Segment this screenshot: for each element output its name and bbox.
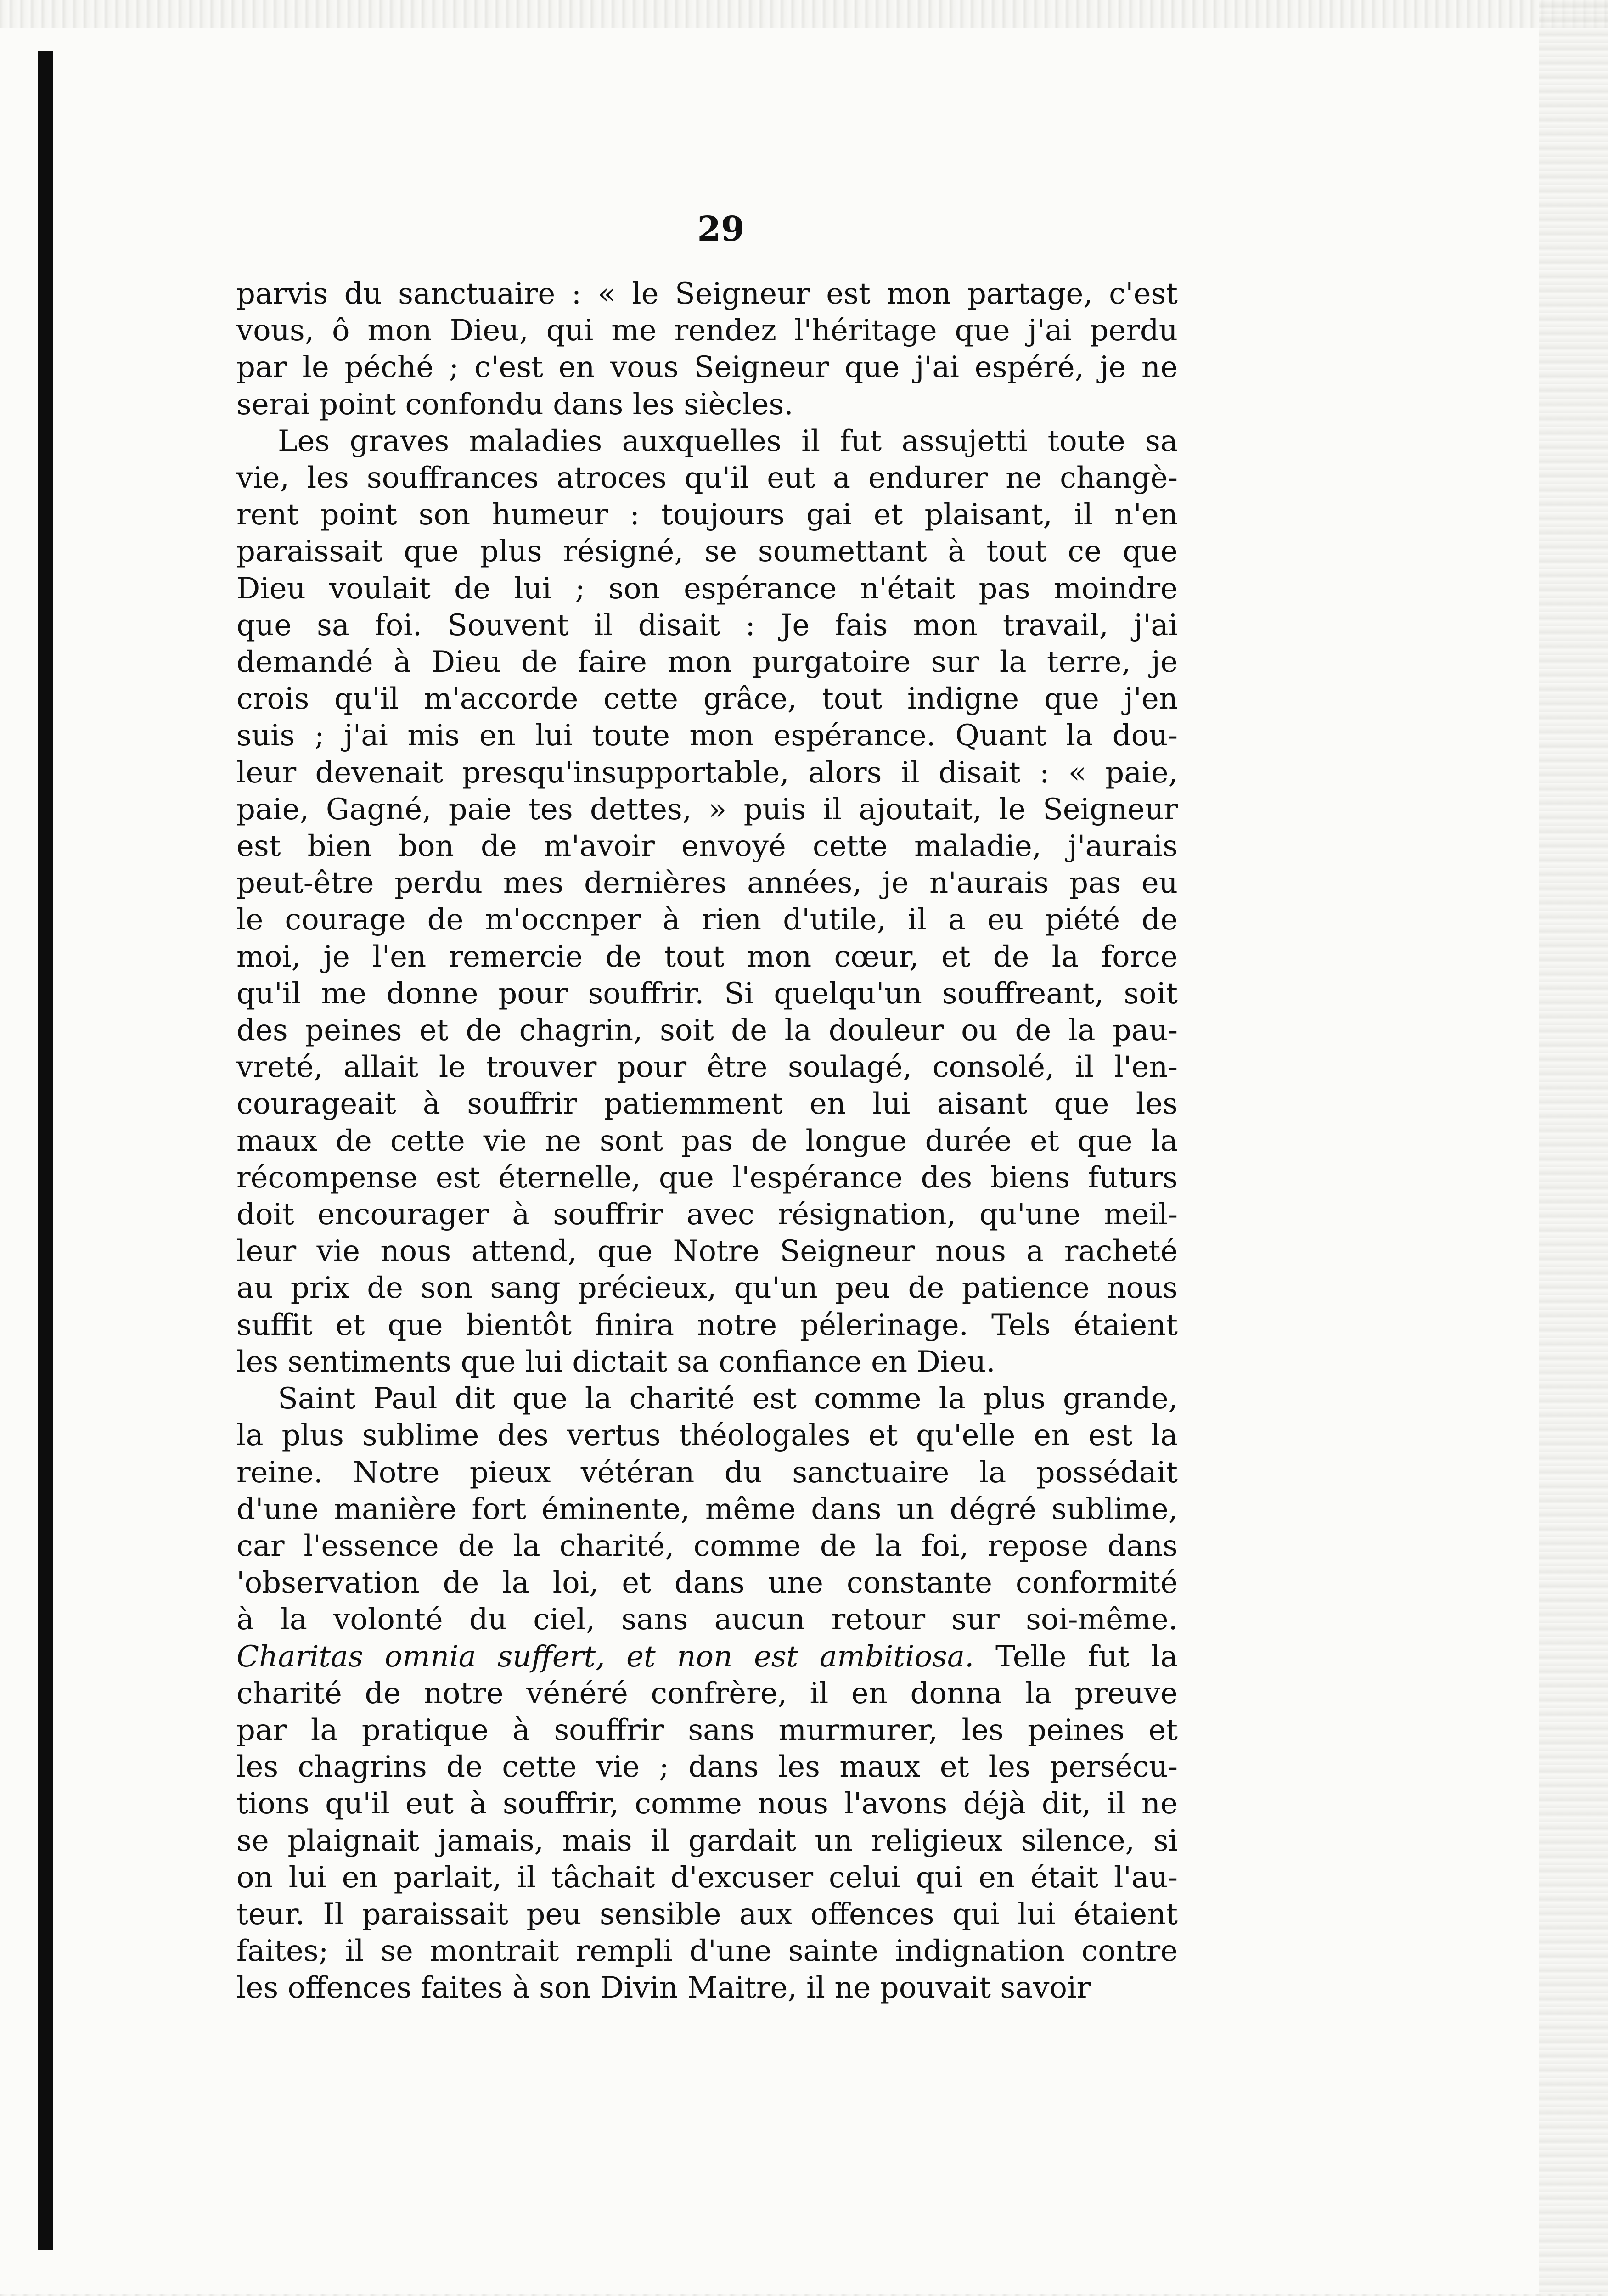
text-line: charité de notre vénéré confrère, il en donna la preuve [236, 1676, 1178, 1711]
text-line: 'observation de la loi, et dans une constante conformité [236, 1566, 1178, 1600]
text-line: à la volonté du ciel, sans aucun retour sur soi-même. [236, 1603, 1178, 1637]
latin-quote: Charitas omnia suffert, et non est ambitiosa. [236, 1639, 974, 1674]
text-line: vie, les souffrances atroces qu'il eut a endurer ne changè- [236, 461, 1178, 495]
text-line: Charitas omnia suffert, et non est ambitiosa. Telle fut la [236, 1639, 1178, 1674]
text-line: on lui en parlait, il tâchait d'excuser celui qui en était l'au- [236, 1860, 1178, 1895]
text-line: par la pratique à souffrir sans murmurer, les peines et [236, 1713, 1178, 1747]
text-line: suis ; j'ai mis en lui toute mon espérance. Quant la dou- [236, 719, 1178, 753]
text-line: qu'il me donne pour souffrir. Si quelqu'un souffreant, soit [236, 976, 1178, 1011]
text-line: paie, Gagné, paie tes dettes, » puis il ajoutait, le Seigneur [236, 792, 1178, 827]
text-line: la plus sublime des vertus théologales et qu'elle en est la [236, 1418, 1178, 1453]
paragraph [236, 1380, 1178, 2006]
text-line: est bien bon de m'avoir envoyé cette maladie, j'aurais [236, 829, 1178, 864]
text-line: au prix de son sang précieux, qu'un peu de patience nous [236, 1271, 1178, 1306]
text-line: d'une manière fort éminente, même dans un dégré sublime, [236, 1492, 1178, 1526]
text-line: doit encourager à souffrir avec résignation, qu'une meil- [236, 1198, 1178, 1232]
text-line: demandé à Dieu de faire mon purgatoire sur la terre, je [236, 645, 1178, 680]
text-line: rent point son humeur : toujours gai et plaisant, il n'en [236, 498, 1178, 532]
text-line: vous, ô mon Dieu, qui me rendez l'héritage que j'ai perdu [236, 314, 1178, 348]
page-number: 29 [697, 209, 745, 249]
text-line: le courage de m'occnper à rien d'utile, il a eu piété de [236, 903, 1178, 937]
text-line: se plaignait jamais, mais il gardait un religieux silence, si [236, 1823, 1178, 1858]
text-line: les offences faites à son Divin Maitre, il ne pouvait savoir [236, 1971, 1091, 2005]
text-line: faites; il se montrait rempli d'une sainte indignation contre [236, 1934, 1178, 1969]
text-line: les sentiments que lui dictait sa confiance en Dieu. [236, 1345, 995, 1379]
text-line: maux de cette vie ne sont pas de longue durée et que la [236, 1124, 1178, 1158]
text-line: crois qu'il m'accorde cette grâce, tout indigne que j'en [236, 682, 1178, 716]
text-line: des peines et de chagrin, soit de la douleur ou de la pau- [236, 1013, 1178, 1048]
body-text [236, 276, 1178, 2007]
text-line: tions qu'il eut à souffrir, comme nous l'avons déjà dit, il ne [236, 1787, 1178, 1821]
text-line: les chagrins de cette vie ; dans les maux et les persécu- [236, 1750, 1178, 1784]
book-binding-shadow [38, 51, 53, 2250]
text-line: parvis du sanctuaire : « le Seigneur est mon partage, c'est [236, 277, 1178, 311]
text-line: peut-être perdu mes dernières années, je n'aurais pas eu [236, 866, 1178, 900]
text-line: vreté, allait le trouver pour être soulagé, consolé, il l'en- [236, 1050, 1178, 1085]
paragraph [236, 276, 1178, 423]
text-line: teur. Il paraissait peu sensible aux offences qui lui étaient [236, 1897, 1178, 1931]
text-line: moi, je l'en remercie de tout mon cœur, et de la force [236, 940, 1178, 974]
text-line: par le péché ; c'est en vous Seigneur que j'ai espéré, je ne [236, 350, 1178, 385]
text-line: paraissait que plus résigné, se soumettant à tout ce que [236, 535, 1178, 569]
text-line: suffit et que bientôt finira notre pélerinage. Tels étaient [236, 1308, 1178, 1342]
text-line: Dieu voulait de lui ; son espérance n'était pas moindre [236, 571, 1178, 606]
text-line: leur devenait presqu'insupportable, alors il disait : « paie, [236, 755, 1178, 790]
page-top-edge [0, 0, 1608, 28]
text-line: car l'essence de la charité, comme de la foi, repose dans [236, 1529, 1178, 1563]
text-line: reine. Notre pieux vétéran du sanctuaire la possédait [236, 1455, 1178, 1490]
text-line: que sa foi. Souvent il disait : Je fais mon travail, j'ai [236, 608, 1178, 642]
text-line: serai point confondu dans les siècles. [236, 387, 793, 422]
text-line: Saint Paul dit que la charité est comme la plus grande, [278, 1382, 1178, 1416]
text-line: récompense est éternelle, que l'espérance des biens futurs [236, 1160, 1178, 1195]
page-bottom-edge [0, 2294, 1608, 2296]
page-right-edge [1539, 0, 1608, 2296]
text-line: leur vie nous attend, que Notre Seigneur nous a racheté [236, 1234, 1178, 1269]
text-line: courageait à souffrir patiemment en lui aisant que les [236, 1087, 1178, 1121]
text-line: Les graves maladies auxquelles il fut assujetti toute sa [278, 424, 1178, 458]
paragraph [236, 423, 1178, 1380]
